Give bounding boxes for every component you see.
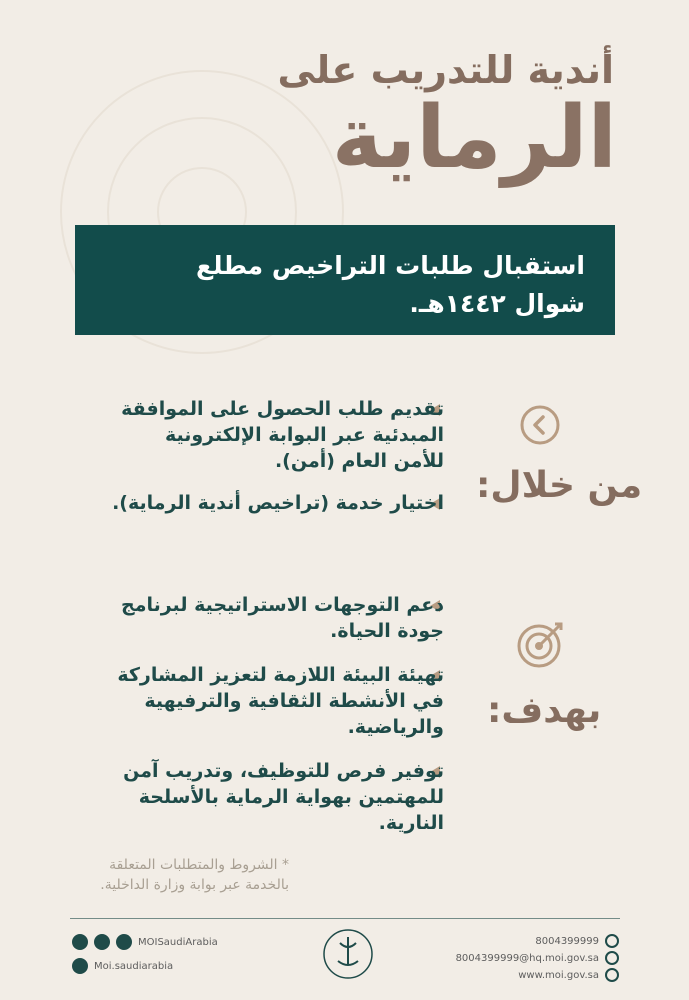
banner-line2: شوال ١٤٤٢هـ. (409, 289, 585, 318)
email-row (456, 951, 619, 965)
footer-divider (70, 918, 620, 919)
through-label: من خلال: (476, 465, 643, 506)
goal-item-1: دعم التوجهات الاستراتيجية لبرنامج جودة الحياة. (121, 594, 444, 642)
twitter-icon[interactable] (72, 934, 88, 950)
social-row-1 (72, 934, 218, 950)
phone-icon (605, 934, 619, 948)
through-item-1: تقديم طلب الحصول على الموافقة المبدئية عبر البوابة الإلكترونية للأمن العام (أمن). (121, 398, 444, 472)
youtube-icon[interactable] (116, 934, 132, 950)
goal-item-3: توفير فرص للتوظيف، وتدريب آمن للمهتمين بهواية الرماية بالأسلحة النارية. (123, 760, 444, 834)
snapchat-handle[interactable]: Moi.saudiarabia (94, 960, 174, 972)
website-link[interactable]: www.moi.gov.sa (518, 969, 599, 981)
email-address[interactable]: 8004399999@hq.moi.gov.sa (455, 952, 599, 964)
social-handle[interactable]: MOISaudiArabia (138, 936, 218, 948)
moi-emblem-icon (318, 925, 378, 983)
goal-item-2: تهيئة البيئة اللازمة لتعزيز المشاركة في الأنشطة الثقافية والترفيهية والرياضية. (117, 664, 444, 738)
chevron-left-circle-icon (520, 405, 560, 445)
title-line2: الرماية (331, 88, 617, 188)
snapchat-icon[interactable] (72, 958, 88, 974)
banner-line1: استقبال طلبات التراخيص مطلع (196, 251, 585, 280)
title-line1: أندية للتدريب على (277, 48, 614, 92)
through-item-2: اختيار خدمة (تراخيص أندية الرماية). (112, 492, 444, 514)
target-icon (515, 618, 567, 670)
email-icon (605, 951, 619, 965)
announcement-banner (75, 225, 615, 335)
phone-row (535, 934, 619, 948)
instagram-icon[interactable] (94, 934, 110, 950)
goal-label: بهدف: (487, 690, 602, 731)
terms-note: * الشروط والمتطلبات المتعلقة بالخدمة عبر بوابة وزارة الداخلية. (100, 857, 289, 893)
globe-icon (605, 968, 619, 982)
phone-number[interactable]: 8004399999 (535, 935, 599, 947)
social-row-2 (72, 958, 173, 974)
website-row (518, 968, 619, 982)
